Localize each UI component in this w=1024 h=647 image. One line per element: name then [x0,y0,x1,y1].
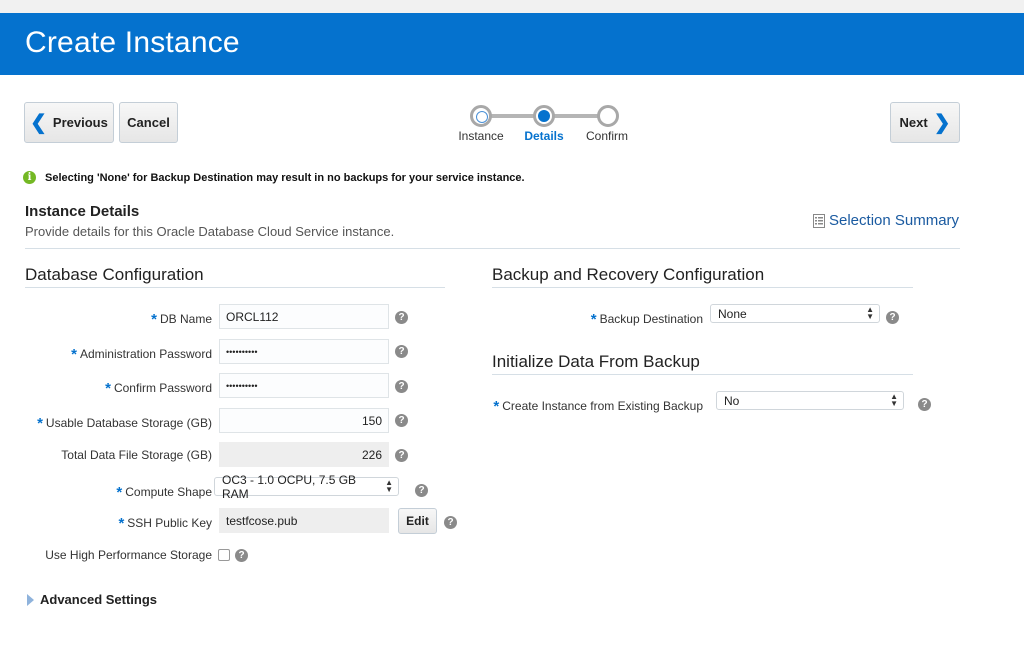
create-from-backup-select[interactable] [716,391,904,410]
previous-label: Previous [52,115,108,130]
required-icon: * [116,484,123,501]
required-icon: * [151,311,157,328]
section-subtitle: Provide details for this Oracle Database Cloud Service instance. [25,224,395,239]
cancel-label: Cancel [127,115,170,130]
usable-storage-input[interactable]: 150 [219,408,389,433]
browser-top-strip [0,0,1024,13]
ssh-key-value: testfcose.pub [219,508,389,533]
required-icon: * [37,415,43,432]
summary-list-icon [813,214,825,228]
expand-triangle-icon [27,594,34,606]
compute-shape-select[interactable] [214,472,399,501]
selection-summary-link[interactable] [813,212,959,229]
previous-button[interactable] [24,102,114,143]
help-icon[interactable]: ? [918,398,931,411]
total-storage-label: Total Data File Storage (GB) [61,448,212,462]
help-icon[interactable]: ? [395,380,408,393]
advanced-settings-label: Advanced Settings [40,592,158,607]
compute-shape-label: * Compute Shape [116,484,212,501]
train-stop-confirm[interactable] [597,105,619,127]
info-message-text: Selecting 'None' for Backup Destination may result in no backups for your service instance. [45,171,525,184]
confirm-password-input[interactable]: •••••••••• [219,373,389,398]
select-arrows-icon: ▲ ▼ [385,478,393,494]
train-label-instance[interactable]: Instance [458,129,504,143]
high-perf-label: Use High Performance Storage [45,548,212,562]
train-label-confirm[interactable]: Confirm [585,129,628,143]
backup-destination-label: * Backup Destination [590,311,703,328]
backup-destination-value: None [718,306,747,321]
section-divider [25,248,960,249]
ssh-key-label: * SSH Public Key [118,515,212,532]
info-message [23,171,525,184]
help-icon[interactable]: ? [395,345,408,358]
db-name-input[interactable]: ORCL112 [219,304,389,329]
chevron-right-icon: ❯ [933,111,951,134]
backup-config-divider [492,287,913,288]
db-config-divider [25,287,445,288]
admin-password-label: * Administration Password [71,346,212,363]
help-icon[interactable]: ? [395,414,408,427]
required-icon: * [493,398,500,415]
required-icon: * [118,515,125,532]
admin-password-input[interactable]: •••••••••• [219,339,389,364]
create-from-backup-value: No [724,393,740,408]
selection-summary-label: Selection Summary [829,212,960,229]
select-arrows-icon: ▲ ▼ [890,392,898,408]
info-icon: i [23,171,36,184]
train-stop-instance[interactable] [470,105,492,127]
init-backup-title: Initialize Data From Backup [492,352,700,371]
total-storage-value: 226 [219,442,389,467]
ssh-key-edit-button[interactable]: Edit [398,508,437,534]
select-arrows-icon: ▲ ▼ [866,305,874,321]
required-icon: * [105,380,111,397]
compute-shape-value: OC3 - 1.0 OCPU, 7.5 GB RAM [222,472,357,501]
page-title: Create Instance [25,26,240,59]
next-button[interactable] [890,102,960,143]
cancel-button[interactable] [119,102,178,143]
wizard-train [450,103,640,148]
backup-config-title: Backup and Recovery Configuration [492,265,765,284]
help-icon[interactable]: ? [235,549,248,562]
backup-destination-select[interactable] [710,304,880,323]
train-stop-details [533,105,555,127]
help-icon[interactable]: ? [395,449,408,462]
required-icon: * [71,346,77,363]
db-name-label: * DB Name [151,311,212,328]
create-from-backup-label: * Create Instance from Existing Backup [493,398,703,415]
required-icon: * [590,311,597,328]
help-icon[interactable]: ? [444,516,457,529]
high-perf-checkbox[interactable] [218,549,230,561]
train-label-details: Details [524,129,564,143]
next-label: Next [899,115,928,130]
chevron-left-icon: ❮ [30,111,47,134]
usable-storage-label: * Usable Database Storage (GB) [37,415,212,432]
db-config-title: Database Configuration [25,265,204,284]
confirm-password-label: * Confirm Password [105,380,212,397]
help-icon[interactable]: ? [415,484,428,497]
advanced-settings-toggle[interactable] [27,592,157,607]
page-banner [0,13,1024,75]
help-icon[interactable]: ? [395,311,408,324]
init-backup-divider [492,374,913,375]
help-icon[interactable]: ? [886,311,899,324]
section-title: Instance Details [25,203,140,220]
